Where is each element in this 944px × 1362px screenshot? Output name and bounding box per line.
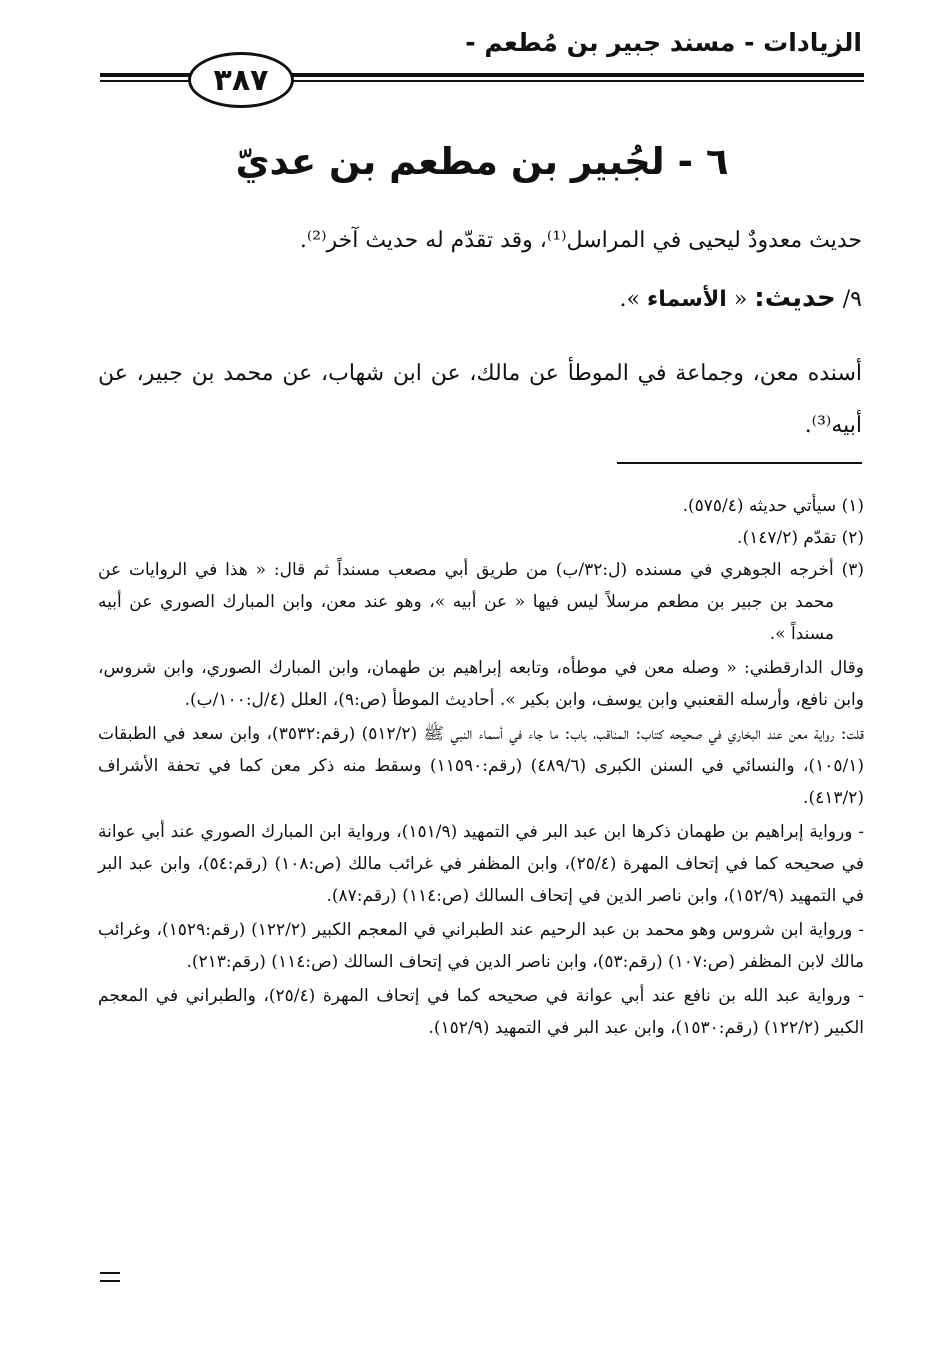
footnote-3: (٣) أخرجه الجوهري في مسنده (ل:٣٢/ب) من طريق أبي مصعب مسنداً ثم قال: « هذا في الروايات عن محمد بن جبير بن مطعم مرسلاً ليس فيها « عن أبيه »، وهو عند معن، وابن المبارك الصوري عن أبيه مسنداً ». xyxy=(98,560,864,644)
hadith-name-open: « xyxy=(733,287,748,312)
footnote-3-ibn-tahman: - ورواية إبراهيم بن طهمان ذكرها ابن عبد البر في التمهيد (١٥١/٩)، ورواية ابن المبارك الصوري عند أبي عوانة في صحيحه كما في إتحاف المهرة (٢٥/٤)، وابن المظفر في غرائب مالك (ص:١٠٨) (رقم:٥٤)، وابن عبد البر في التمهيد (١٥٢/٩)، وابن ناصر الدين في إتحاف السالك (ص:١١٤) (رقم:٨٧). xyxy=(98,822,864,906)
hadith-heading xyxy=(98,283,862,313)
footnote-3-comment: قلت: رواية معن عند البخاري في صحيحه كتاب: المناقب، باب: ما جاء في أسماء النبي ﷺ (٥١٢/٢) (رقم:٣٥٣٢)، وابن سعد في الطبقات (١٠٥/١)، والنسائي في السنن الكبرى (٤٨٩/٦) (رقم:١١٥٩٠) وسقط منه ذكر معن كما في تحفة الأشراف (٤١٣/٢). xyxy=(98,724,865,808)
footnotes xyxy=(98,490,864,1044)
footnote-3-daraqutni: وقال الدارقطني: « وصله معن في موطأه، وتابعه إبراهيم بن طهمان، وابن المبارك الصوري، وابن شروس، وابن نافع، وأرسله القعنبي وابن يوسف، وابن بكير ». أحاديث الموطأ (ص:٩)، العلل (٤/ل:١٠٠/ب). xyxy=(98,658,864,710)
footnote-1: (١) سيأتي حديثه (٥٧٥/٤). xyxy=(682,496,864,516)
hadith-name-close: ». xyxy=(619,287,640,312)
page-number: ٣٨٧ xyxy=(188,52,294,108)
isnad-paragraph: أسنده معن، وجماعة في الموطأ عن مالك، عن ابن شهاب، عن محمد بن جبير، عن أبيه⁽³⁾. xyxy=(98,361,862,438)
hadith-number: ٩/ xyxy=(842,287,862,312)
footnote-2: (٢) تقدّم (١٤٧/٢). xyxy=(737,528,864,548)
running-title: الزيادات - مسند جبير بن مُطعم - xyxy=(465,28,862,57)
footnote-separator xyxy=(617,462,862,464)
hadith-name: الأسماء xyxy=(647,287,727,312)
footnote-3-ibn-nafi: - ورواية عبد الله بن نافع عند أبي عوانة في صحيحه كما في إتحاف المهرة (٢٥/٤)، والطبراني في المعجم الكبير (١٢٢/٢) (رقم:١٥٣٠)، وابن عبد البر في التمهيد (١٥٢/٩). xyxy=(98,986,865,1038)
hadith-label: حديث: xyxy=(754,283,836,313)
chapter-title: ٦ - لجُبير بن مطعم بن عديّ xyxy=(235,140,729,183)
intro-paragraph: حديث معدودٌ ليحيى في المراسل⁽¹⁾، وقد تقدّم له حديث آخر⁽²⁾. xyxy=(299,228,862,253)
signature-mark xyxy=(100,1272,120,1282)
footnote-3-ibn-shurus: - ورواية ابن شروس وهو محمد بن عبد الرحيم عند الطبراني في المعجم الكبير (١٢٢/٢) (رقم:١٥٢٩)، وغرائب مالك لابن المظفر (ص:١٠٧) (رقم:٥٣)، وابن ناصر الدين في إتحاف السالك (ص:١١٤) (رقم:٢١٣). xyxy=(98,920,864,972)
